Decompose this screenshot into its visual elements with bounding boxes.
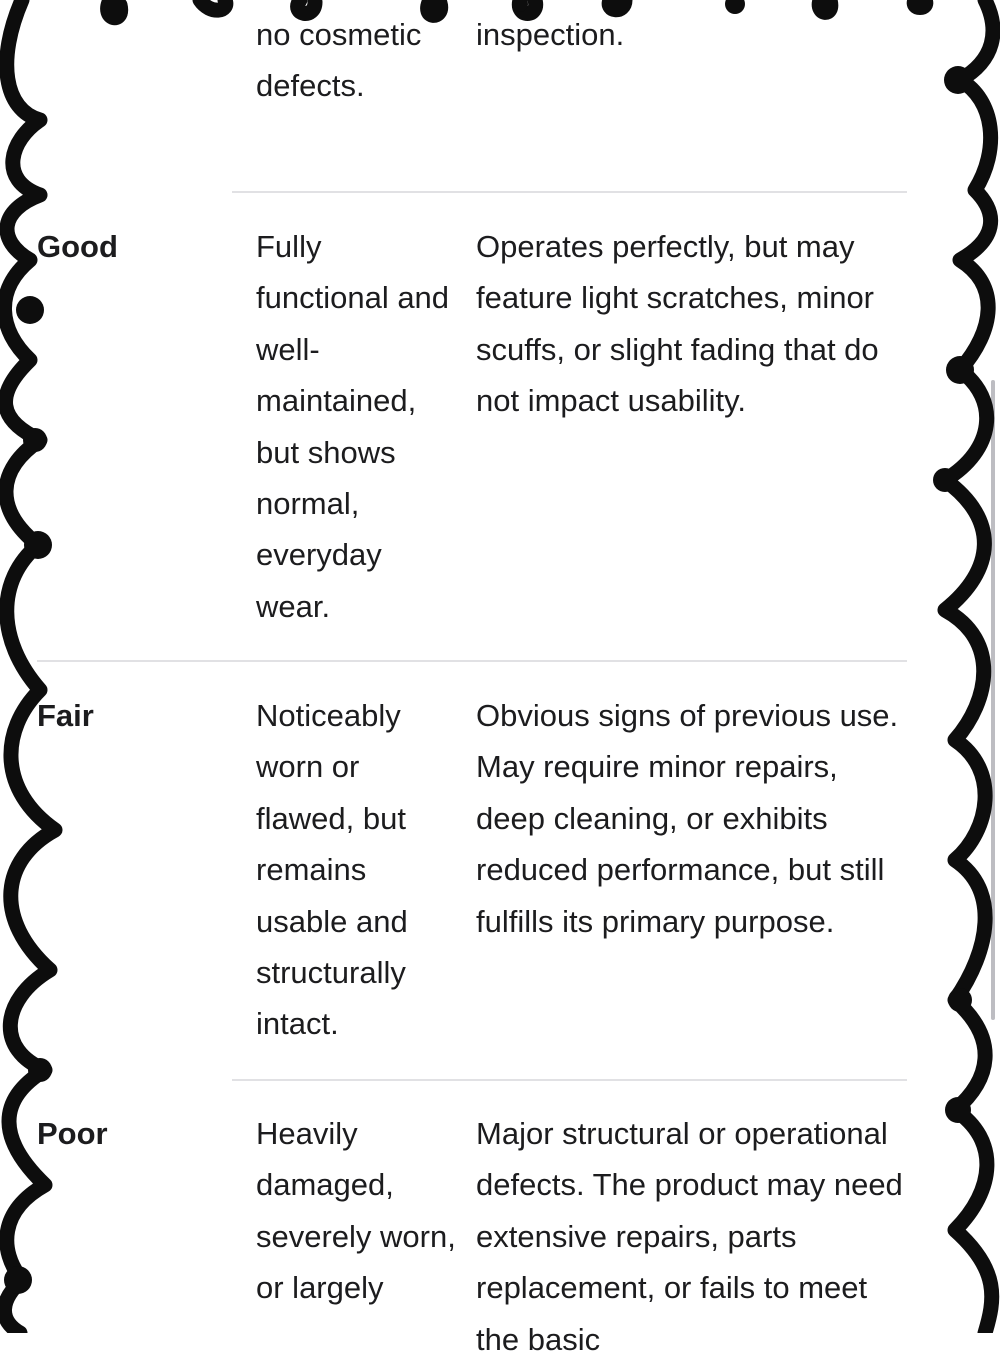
- row-1-notes: Operates perfectly, but may feature light scratches, minor scuffs, or slight fading that do not impact usability.: [476, 229, 879, 419]
- row-divider: [232, 191, 907, 193]
- row-2-condition: Fair: [37, 698, 94, 733]
- row-divider: [232, 1079, 907, 1081]
- row-1-condition: Good: [37, 229, 118, 264]
- row-2-notes: Obvious signs of previous use. May require minor repairs, deep cleaning, or exhibits reduced performance, but still fulfills its primary purpose.: [476, 698, 899, 939]
- right-border-curl: [945, 0, 993, 1333]
- row-3-condition: Poor: [37, 1116, 108, 1151]
- row-divider: [37, 660, 907, 662]
- border-dots: [4, 0, 974, 1294]
- row-0-description: no cosmetic defects.: [256, 17, 422, 104]
- scrollbar[interactable]: [991, 380, 995, 1020]
- row-3-notes: Major structural or operational defects. The product may need extensive repairs, parts replacement, or fails to meet the basic: [476, 1116, 903, 1357]
- row-2-description: Noticeably worn or flawed, but remains usable and structurally intact.: [256, 698, 408, 1042]
- row-3-description: Heavily damaged, severely worn, or largely: [256, 1116, 456, 1306]
- row-1-description: Fully functional and well-maintained, but shows normal, everyday wear.: [256, 229, 450, 624]
- row-0-notes: inspection.: [476, 17, 625, 52]
